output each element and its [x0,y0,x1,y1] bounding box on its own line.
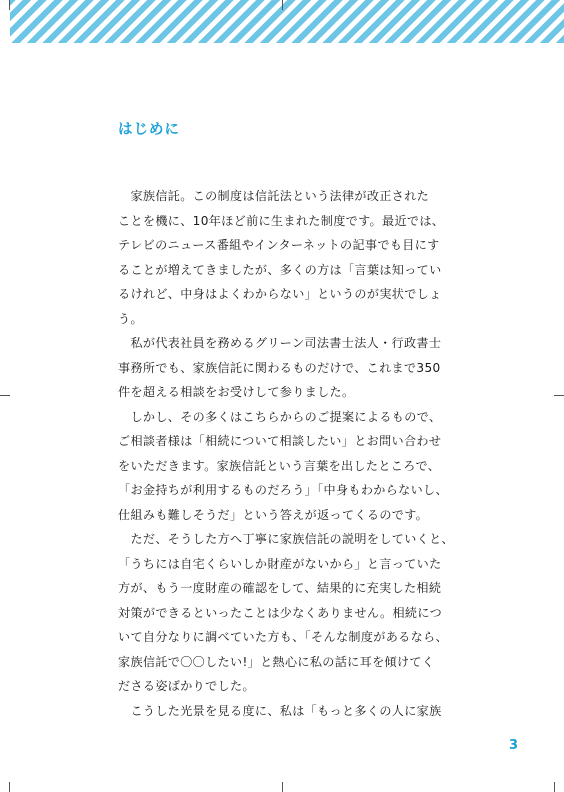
body-line: 私が代表社員を務めるグリーン司法書士法人・行政書士 [118,336,442,350]
body-line: 件を超える相談をお受けして参りました。 [118,385,355,399]
page-number: 3 [509,738,519,753]
crop-mark-bottom-center [282,782,283,792]
body-line: 対策ができるといったことは少なくありません。相続につ [118,605,443,620]
body-line: ださる姿ばかりでした。 [118,679,255,693]
section-heading: はじめに [118,122,180,138]
body-line: 「うちには自宅くらいしか財産がないから」と言っていた [118,556,442,571]
body-line: ご相談者様は「相続について相談したい」とお問い合わせ [118,434,442,448]
body-line: 仕組みも難しそうだ」という答えが返ってくるのです。 [118,507,429,522]
body-line: 方が、もう一度財産の確認をして、結果的に充実した相続 [118,581,442,595]
body-line: ることが増えてきましたが、多くの方は「言葉は知ってい [118,262,442,277]
body-line: しかし、その多くはこちらからのご提案によるもので、 [118,409,442,424]
header-stripe-band [10,0,564,43]
body-line: 家族信託。この制度は信託法という法律が改正された [118,189,430,203]
body-text [118,184,464,723]
crop-mark-top-center [282,0,283,10]
crop-mark-bottom-right [554,782,555,792]
body-line: をいただきます。家族信託という言葉を出したところで、 [118,458,441,473]
body-line: テレビのニュース番組やインターネットの記事でも目にす [118,238,440,252]
body-line: 家族信託で〇〇したい!」と熱心に私の話に耳を傾けてく [118,654,435,669]
body-line: いて自分なりに調べていた方も、「そんな制度があるなら、 [118,630,448,644]
crop-mark-bottom-left [9,782,10,792]
crop-mark-right-middle [554,395,564,396]
body-line: るけれど、中身はよくわからない」というのが実状でしょ [118,287,442,301]
crop-mark-top-left [9,0,10,10]
crop-mark-left-middle [0,395,10,396]
body-line: ことを機に、10年ほど前に生まれた制度です。最近では、 [118,213,445,228]
body-line: こうした光景を見る度に、私は「もっと多くの人に家族 [118,703,442,718]
body-line: う。 [118,311,143,326]
body-line: ただ、そうした方へ丁寧に家族信託の説明をしていくと、 [118,532,454,546]
body-line: 事務所でも、家族信託に関わるものだけで、これまで350 [118,360,441,375]
body-line: 「お金持ちが利用するものだろう」「中身もわからないし、 [118,483,448,497]
